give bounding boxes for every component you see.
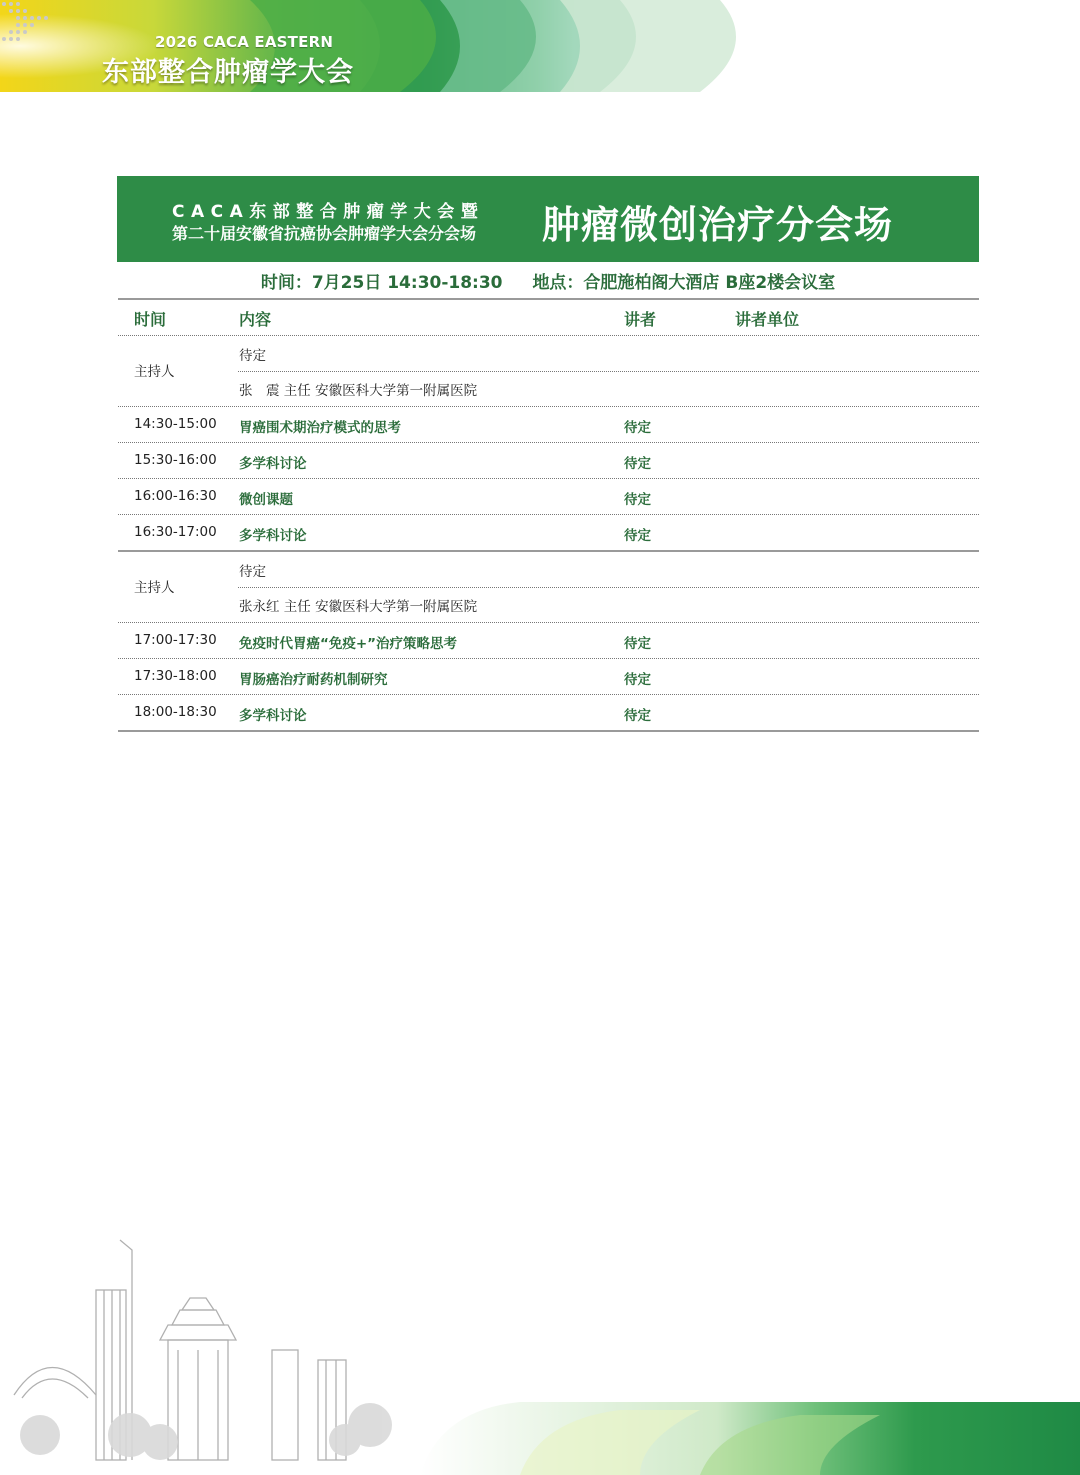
chair-block — [118, 552, 979, 623]
table-row — [118, 695, 979, 732]
chair-block — [118, 336, 979, 407]
header-speaker: 讲者 — [624, 310, 657, 329]
row-time: 16:30-17:00 — [134, 524, 217, 540]
chair-name: 待定 — [239, 564, 266, 580]
dot-arrow-icon — [0, 0, 56, 46]
row-speaker: 待定 — [624, 492, 651, 508]
session-place: 地点：合肥施柏阁大酒店 B座2楼会议室 — [532, 273, 836, 293]
table-row — [118, 443, 979, 479]
row-time: 15:30-16:00 — [134, 452, 217, 468]
logo-english-title: 2026 CACA EASTERN — [155, 33, 334, 51]
header-content: 内容 — [239, 310, 272, 329]
row-content: 免疫时代胃癌“免疫+”治疗策略思考 — [239, 636, 458, 652]
chair-name: 张 震 主任 安徽医科大学第一附属医院 — [239, 383, 478, 399]
divider — [238, 371, 979, 372]
row-speaker: 待定 — [624, 420, 651, 436]
session-title-bar — [117, 176, 979, 262]
session-time: 时间：7月25日 14:30-18:30 — [260, 273, 503, 293]
row-content: 微创课题 — [239, 492, 293, 508]
chair-name: 待定 — [239, 348, 266, 364]
table-row — [118, 659, 979, 695]
row-content: 多学科讨论 — [239, 456, 307, 472]
row-time: 18:00-18:30 — [134, 704, 217, 720]
city-skyline-illustration — [0, 1220, 1080, 1475]
schedule-table — [118, 298, 979, 732]
row-content: 胃癌围术期治疗模式的思考 — [239, 420, 401, 436]
row-speaker: 待定 — [624, 708, 651, 724]
row-time: 14:30-15:00 — [134, 416, 217, 432]
time-place-line — [117, 268, 979, 293]
divider — [238, 587, 979, 588]
table-row — [118, 515, 979, 552]
header-banner — [0, 0, 1080, 92]
header-time: 时间 — [134, 310, 167, 329]
table-row — [118, 407, 979, 443]
session-name: 肿瘤微创治疗分会场 — [542, 203, 894, 247]
row-content: 胃肠癌治疗耐药机制研究 — [239, 672, 388, 688]
chair-label: 主持人 — [134, 364, 175, 380]
table-header-row — [118, 300, 979, 336]
logo-chinese-title: 东部整合肿瘤学大会 — [102, 57, 354, 88]
row-speaker: 待定 — [624, 456, 651, 472]
chair-name: 张永红 主任 安徽医科大学第一附属医院 — [239, 599, 478, 615]
row-speaker: 待定 — [624, 636, 651, 652]
table-row — [118, 479, 979, 515]
row-content: 多学科讨论 — [239, 528, 307, 544]
row-time: 17:30-18:00 — [134, 668, 217, 684]
chair-label: 主持人 — [134, 580, 175, 596]
row-content: 多学科讨论 — [239, 708, 307, 724]
row-speaker: 待定 — [624, 528, 651, 544]
table-row — [118, 623, 979, 659]
row-time: 17:00-17:30 — [134, 632, 217, 648]
conference-subtitle: 第二十届安徽省抗癌协会肿瘤学大会分会场 — [172, 224, 477, 243]
header-unit: 讲者单位 — [735, 310, 800, 329]
row-speaker: 待定 — [624, 672, 651, 688]
conference-name: CACA东部整合肿瘤学大会暨 — [172, 202, 485, 222]
row-time: 16:00-16:30 — [134, 488, 217, 504]
